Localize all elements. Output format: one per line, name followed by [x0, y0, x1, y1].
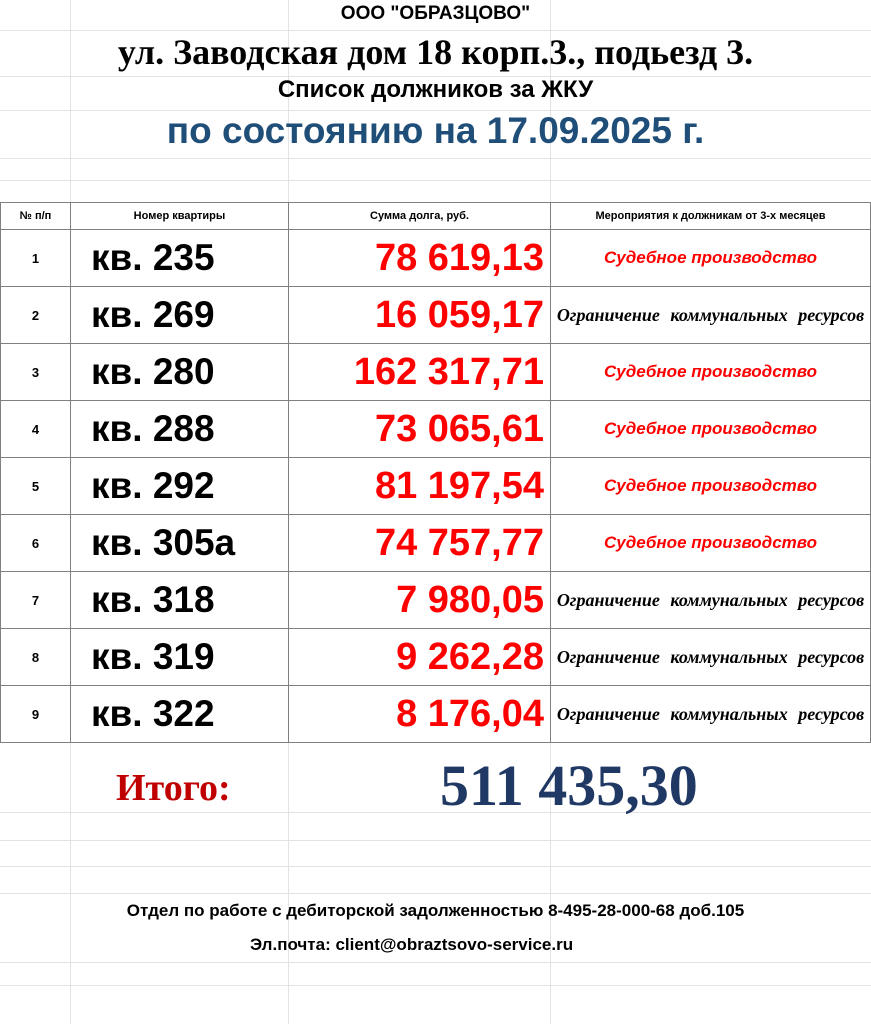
action-cell [551, 686, 871, 743]
action-cell [551, 458, 871, 515]
department-contact: Отдел по работе с дебиторской задолженностью 8-495-28-000-68 доб.105 [126, 901, 745, 920]
row-number: 5 [1, 458, 71, 515]
address-title: ул. Заводская дом 18 корп.3., подьезд 3. [117, 32, 754, 72]
list-title: Список должников за ЖКУ [277, 76, 594, 103]
column-header-action: Мероприятия к должникам от 3-х месяцев [551, 203, 871, 230]
row-number: 2 [1, 287, 71, 344]
table-row [1, 344, 871, 401]
debt-sum: 81 197,54 [289, 458, 551, 515]
debtor-action: Ограничение коммунальных ресурсов [556, 304, 865, 325]
row-number: 8 [1, 629, 71, 686]
debtor-action: Судебное производство [603, 419, 817, 438]
debt-sum: 78 619,13 [289, 230, 551, 287]
flat-number: кв. 292 [71, 458, 289, 515]
date-line: по состоянию на 17.09.2025 г. [166, 110, 705, 151]
row-number: 7 [1, 572, 71, 629]
flat-number: кв. 318 [71, 572, 289, 629]
row-number: 4 [1, 401, 71, 458]
table-header-row [1, 203, 871, 230]
flat-number: кв. 319 [71, 629, 289, 686]
table-row [1, 287, 871, 344]
debt-sum: 7 980,05 [289, 572, 551, 629]
action-cell [551, 401, 871, 458]
row-number: 3 [1, 344, 71, 401]
column-header-flat: Номер квартиры [71, 203, 289, 230]
debtor-action: Ограничение коммунальных ресурсов [556, 646, 865, 667]
table-row [1, 458, 871, 515]
table-row [1, 629, 871, 686]
debtor-action: Ограничение коммунальных ресурсов [556, 703, 865, 724]
action-cell [551, 515, 871, 572]
debtor-action: Судебное производство [603, 476, 817, 495]
email-contact: Эл.почта: client@obraztsovo-service.ru [250, 935, 574, 954]
action-cell [551, 344, 871, 401]
table-row [1, 686, 871, 743]
action-cell [551, 230, 871, 287]
flat-number: кв. 235 [71, 230, 289, 287]
table-row [1, 572, 871, 629]
flat-number: кв. 269 [71, 287, 289, 344]
debtors-table [0, 202, 871, 743]
action-cell [551, 572, 871, 629]
flat-number: кв. 305а [71, 515, 289, 572]
flat-number: кв. 280 [71, 344, 289, 401]
debt-sum: 8 176,04 [289, 686, 551, 743]
debt-sum: 9 262,28 [289, 629, 551, 686]
debtor-action: Судебное производство [603, 362, 817, 381]
total-label: Итого: [116, 767, 231, 809]
action-cell [551, 629, 871, 686]
flat-number: кв. 288 [71, 401, 289, 458]
row-number: 6 [1, 515, 71, 572]
debtor-action: Ограничение коммунальных ресурсов [556, 589, 865, 610]
company-name: ООО "ОБРАЗЦОВО" [340, 3, 531, 24]
table-row [1, 230, 871, 287]
column-header-num: № п/п [1, 203, 71, 230]
total-value: 511 435,30 [440, 753, 698, 818]
debt-sum: 74 757,77 [289, 515, 551, 572]
debt-sum: 73 065,61 [289, 401, 551, 458]
row-number: 9 [1, 686, 71, 743]
debt-sum: 162 317,71 [289, 344, 551, 401]
flat-number: кв. 322 [71, 686, 289, 743]
debt-sum: 16 059,17 [289, 287, 551, 344]
table-row [1, 515, 871, 572]
row-number: 1 [1, 230, 71, 287]
table-row [1, 401, 871, 458]
column-header-sum: Сумма долга, руб. [289, 203, 551, 230]
action-cell [551, 287, 871, 344]
debtor-action: Судебное производство [603, 248, 817, 267]
debtor-action: Судебное производство [603, 533, 817, 552]
